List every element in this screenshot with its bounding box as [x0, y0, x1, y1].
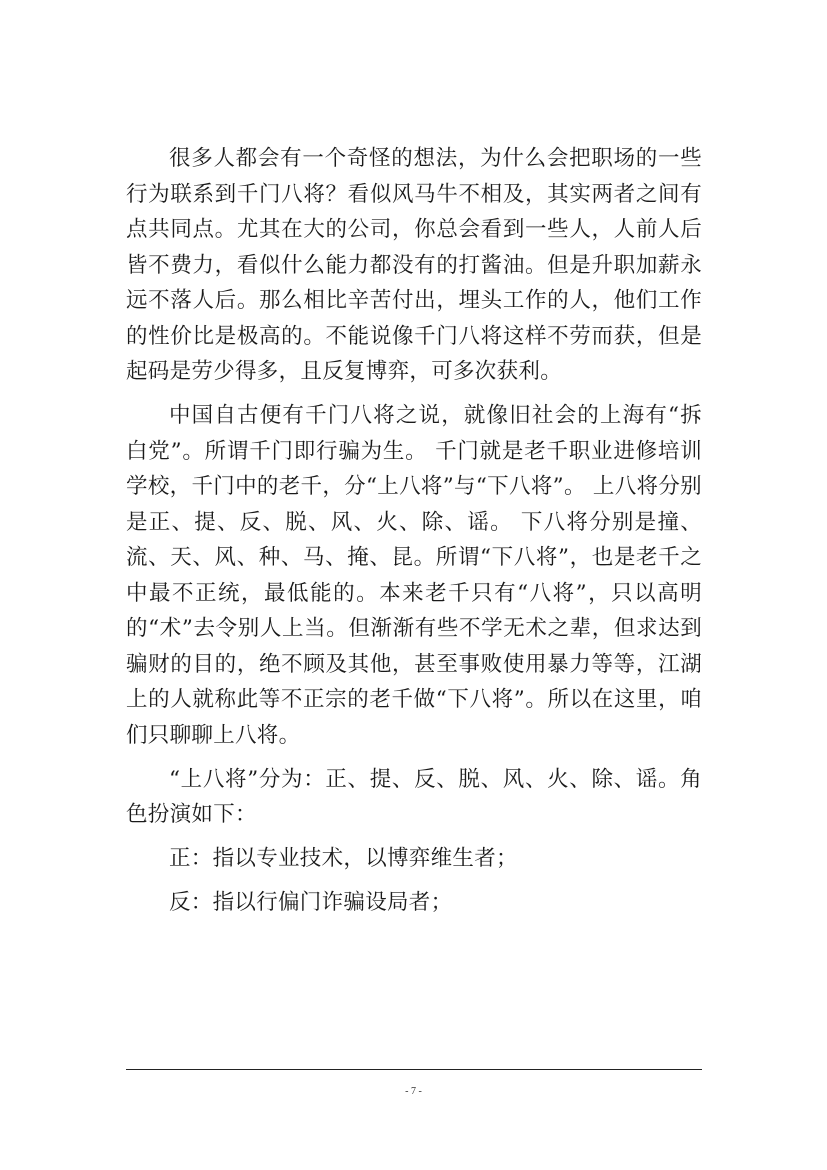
page-number: - 7 - — [405, 1086, 422, 1097]
body-text — [126, 141, 702, 929]
footer-divider — [126, 1069, 702, 1070]
paragraph-1: 很多人都会有一个奇怪的想法，为什么会把职场的一些行为联系到千门八将？看似风马牛不相及，其实两者之间有点共同点。尤其在大的公司，你总会看到一些人，人前人后皆不费力，看似什么能力都没有的打酱油。但是升职加薪永远不落人后。那么相比辛苦付出，埋头工作的人，他们工作的性价比是极高的。不能说像千门八将这样不劳而获，但是起码是劳少得多，且反复博弈，可多次获利。 — [126, 146, 702, 384]
paragraph-2: 中国自古便有千门八将之说，就像旧社会的上海有“拆白党”。所谓千门即行骗为生。 千门就是老千职业进修培训学校，千门中的老千，分“上八将”与“下八将”。 上八将分别是正、提、反、脱、风、火、除、谣。 下八将分别是撞、流、天、风、种、马、掩、昆。所谓“下八将”，也是老千之中最不正统，最低能的。本来老千只有“八将”，只以高明的“术”去令别人上当。但渐渐有些不学无术之辈，但求达到骗财的目的，绝不顾及其他，甚至事败使用暴力等等，江湖上的人就称此等不正宗的老千做“下八将”。所以在这里，咱们只聊聊上八将。 — [126, 403, 702, 748]
paragraph-4: 正：指以专业技术，以博弈维生者； — [169, 846, 518, 871]
paragraph-3: “上八将”分为：正、提、反、脱、风、火、除、谣。角色扮演如下： — [126, 766, 702, 827]
paragraph-5: 反：指以行偏门诈骗设局者； — [169, 890, 453, 915]
